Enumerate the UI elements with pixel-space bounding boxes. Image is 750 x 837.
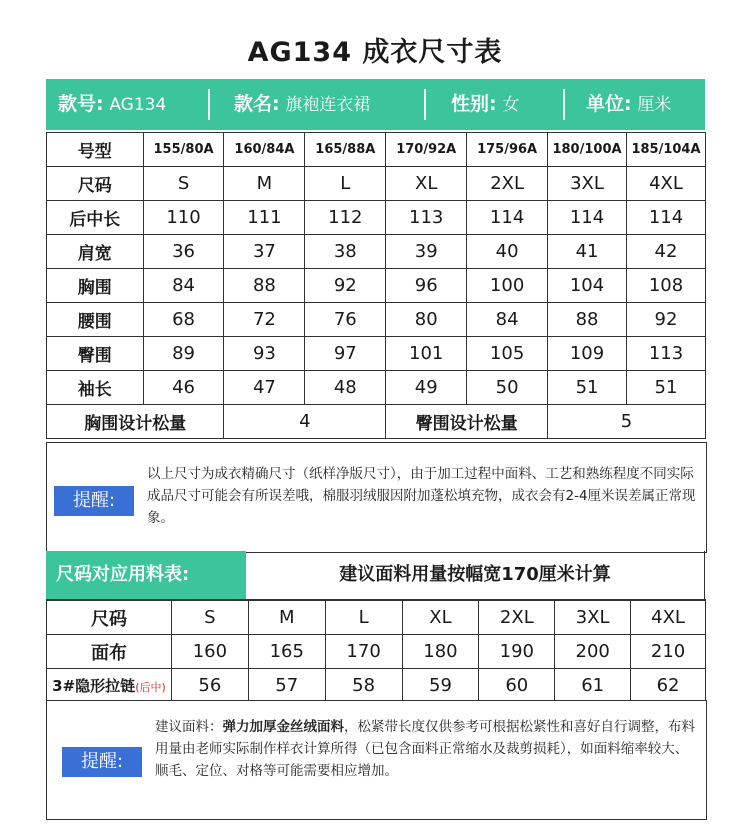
fabric-table-cell: 62 (631, 669, 706, 703)
row-label: 号型 (47, 133, 144, 167)
reminder-text: 以上尺寸为成衣精确尺寸（纸样净版尺寸），由于加工过程中面料、工艺和熟练程度不同实际成品尺寸可能会有所误差哦，棉服羽绒服因附加蓬松填充物，成衣会有2-4厘米误差属正常现象。 (147, 466, 696, 526)
size-table-row (47, 371, 706, 405)
fabric-size-row (47, 601, 706, 635)
fabric-table-cell: 61 (555, 669, 631, 703)
size-table-cell: 110 (143, 201, 224, 235)
size-table-cell: 185/104A (627, 133, 706, 167)
row-label: 尺码 (47, 167, 144, 201)
style-code (58, 79, 166, 130)
style-code-value: AG134 (109, 95, 167, 115)
fabric-table-cell: 190 (479, 635, 555, 669)
fabric-text-bold: 弹力加厚金丝绒面料 (222, 719, 344, 735)
size-table-cell: 68 (143, 303, 224, 337)
size-table-cell: 39 (386, 235, 467, 269)
fabric-table-cell: 2XL (479, 601, 555, 635)
unit-label: 单位: (586, 93, 632, 115)
size-table-cell: 96 (386, 269, 467, 303)
fabric-table-cell: 180 (402, 635, 479, 669)
row-label (47, 669, 172, 703)
size-table-cell: 40 (467, 235, 548, 269)
chest-ease-value: 4 (224, 405, 386, 439)
fabric-section-header (46, 551, 706, 600)
size-table-cell: 48 (305, 371, 386, 405)
size-table-cell: 46 (143, 371, 224, 405)
size-table-cell: 41 (548, 235, 627, 269)
chest-ease-label: 胸围设计松量 (47, 405, 224, 439)
size-table-cell: 170/92A (386, 133, 467, 167)
zipper-note: (后中) (135, 681, 166, 694)
size-table-cell: 92 (627, 303, 706, 337)
fabric-table-cell: 210 (631, 635, 706, 669)
hip-ease-value: 5 (548, 405, 706, 439)
size-table (46, 132, 706, 439)
fabric-section-subtitle: 建议面料用量按幅宽170厘米计算 (246, 551, 705, 599)
fabric-table-cell: 200 (555, 635, 631, 669)
size-table-row (47, 235, 706, 269)
size-table-cell: 92 (305, 269, 386, 303)
fabric-row (47, 635, 706, 669)
unit (586, 79, 671, 130)
size-table-cell: 109 (548, 337, 627, 371)
size-table-cell: 88 (548, 303, 627, 337)
zipper-row (47, 669, 706, 703)
size-table-cell: 38 (305, 235, 386, 269)
fabric-reminder-badge: 提醒: (62, 747, 142, 777)
size-table-cell: 165/88A (305, 133, 386, 167)
size-table-row (47, 133, 706, 167)
size-table-cell: 84 (143, 269, 224, 303)
fabric-reminder-text (155, 716, 695, 782)
row-label: 臀围 (47, 337, 144, 371)
size-table-cell: 49 (386, 371, 467, 405)
fabric-table-cell: 170 (325, 635, 402, 669)
size-table-cell: 104 (548, 269, 627, 303)
header-bar (46, 79, 705, 130)
size-table-cell: 113 (627, 337, 706, 371)
size-table-cell: 113 (386, 201, 467, 235)
size-table-cell: 4XL (627, 167, 706, 201)
size-table-cell: 50 (467, 371, 548, 405)
fabric-table-cell: 160 (171, 635, 248, 669)
size-table-row (47, 167, 706, 201)
fabric-table-cell: 4XL (631, 601, 706, 635)
page-title: AG134 成衣尺寸表 (247, 37, 503, 68)
size-table-cell: 100 (467, 269, 548, 303)
size-table-cell: 114 (548, 201, 627, 235)
size-table-row (47, 303, 706, 337)
size-table-cell: 112 (305, 201, 386, 235)
fabric-table-cell: S (171, 601, 248, 635)
size-table-cell: 36 (143, 235, 224, 269)
reminder-box (46, 442, 707, 553)
row-label: 袖长 (47, 371, 144, 405)
fabric-table-cell: 165 (248, 635, 325, 669)
ease-row (47, 405, 706, 439)
size-table-cell: 97 (305, 337, 386, 371)
size-table-cell: 89 (143, 337, 224, 371)
size-table-cell: 72 (224, 303, 305, 337)
size-table-cell: 51 (548, 371, 627, 405)
size-table-cell: 114 (467, 201, 548, 235)
size-table-cell: 175/96A (467, 133, 548, 167)
size-table-cell: 160/84A (224, 133, 305, 167)
row-label: 胸围 (47, 269, 144, 303)
style-name-label: 款名: (234, 93, 280, 115)
row-label: 肩宽 (47, 235, 144, 269)
size-table-cell: 3XL (548, 167, 627, 201)
style-code-label: 款号: (58, 93, 104, 115)
size-table-cell: 88 (224, 269, 305, 303)
row-label: 后中长 (47, 201, 144, 235)
size-table-cell: 42 (627, 235, 706, 269)
header-divider (563, 89, 565, 120)
size-table-cell: M (224, 167, 305, 201)
size-table-cell: L (305, 167, 386, 201)
size-table-cell: 114 (627, 201, 706, 235)
fabric-table-cell: 58 (325, 669, 402, 703)
fabric-table-cell: 57 (248, 669, 325, 703)
size-table-cell: 111 (224, 201, 305, 235)
fabric-table (46, 600, 706, 703)
size-table-row (47, 201, 706, 235)
fabric-table-cell: L (325, 601, 402, 635)
size-table-cell: 101 (386, 337, 467, 371)
size-table-row (47, 337, 706, 371)
size-table-cell: 2XL (467, 167, 548, 201)
hip-ease-label: 臀围设计松量 (386, 405, 548, 439)
size-table-cell: XL (386, 167, 467, 201)
gender-value: 女 (502, 95, 520, 115)
size-table-cell: 180/100A (548, 133, 627, 167)
size-table-row (47, 269, 706, 303)
style-name-value: 旗袍连衣裙 (285, 95, 371, 115)
fabric-text-rest: ，松紧带长度仅供参考可根据松紧性和喜好自行调整，布料用量由老师实际制作样衣计算所得（已包含面料正常缩水及裁剪损耗），如面料缩率较大、顺毛、定位、对格等可能需要相应增加。 (155, 719, 695, 779)
fabric-table-cell: M (248, 601, 325, 635)
size-table-cell: 37 (224, 235, 305, 269)
fabric-table-cell: 56 (171, 669, 248, 703)
fabric-text-prefix: 建议面料： (155, 719, 223, 735)
fabric-table-cell: 60 (479, 669, 555, 703)
unit-value: 厘米 (637, 95, 672, 115)
row-label: 面布 (47, 635, 172, 669)
zipper-label: 3#隐形拉链 (52, 677, 136, 695)
size-table-cell: 51 (627, 371, 706, 405)
gender-label: 性别: (451, 93, 497, 115)
size-table-cell: 76 (305, 303, 386, 337)
size-table-cell: 84 (467, 303, 548, 337)
header-divider (208, 89, 210, 120)
gender (451, 79, 519, 130)
size-table-cell: 80 (386, 303, 467, 337)
row-label: 尺码 (47, 601, 172, 635)
size-table-cell: 155/80A (143, 133, 224, 167)
size-table-cell: 105 (467, 337, 548, 371)
fabric-table-cell: 3XL (555, 601, 631, 635)
style-name (234, 79, 370, 130)
size-table-cell: S (143, 167, 224, 201)
size-table-cell: 47 (224, 371, 305, 405)
fabric-section-title: 尺码对应用料表: (46, 551, 246, 599)
fabric-reminder-box (46, 700, 707, 820)
row-label: 腰围 (47, 303, 144, 337)
size-table-cell: 108 (627, 269, 706, 303)
fabric-table-cell: 59 (402, 669, 479, 703)
size-table-cell: 93 (224, 337, 305, 371)
fabric-table-cell: XL (402, 601, 479, 635)
reminder-badge: 提醒: (54, 486, 134, 516)
header-divider (424, 89, 426, 120)
